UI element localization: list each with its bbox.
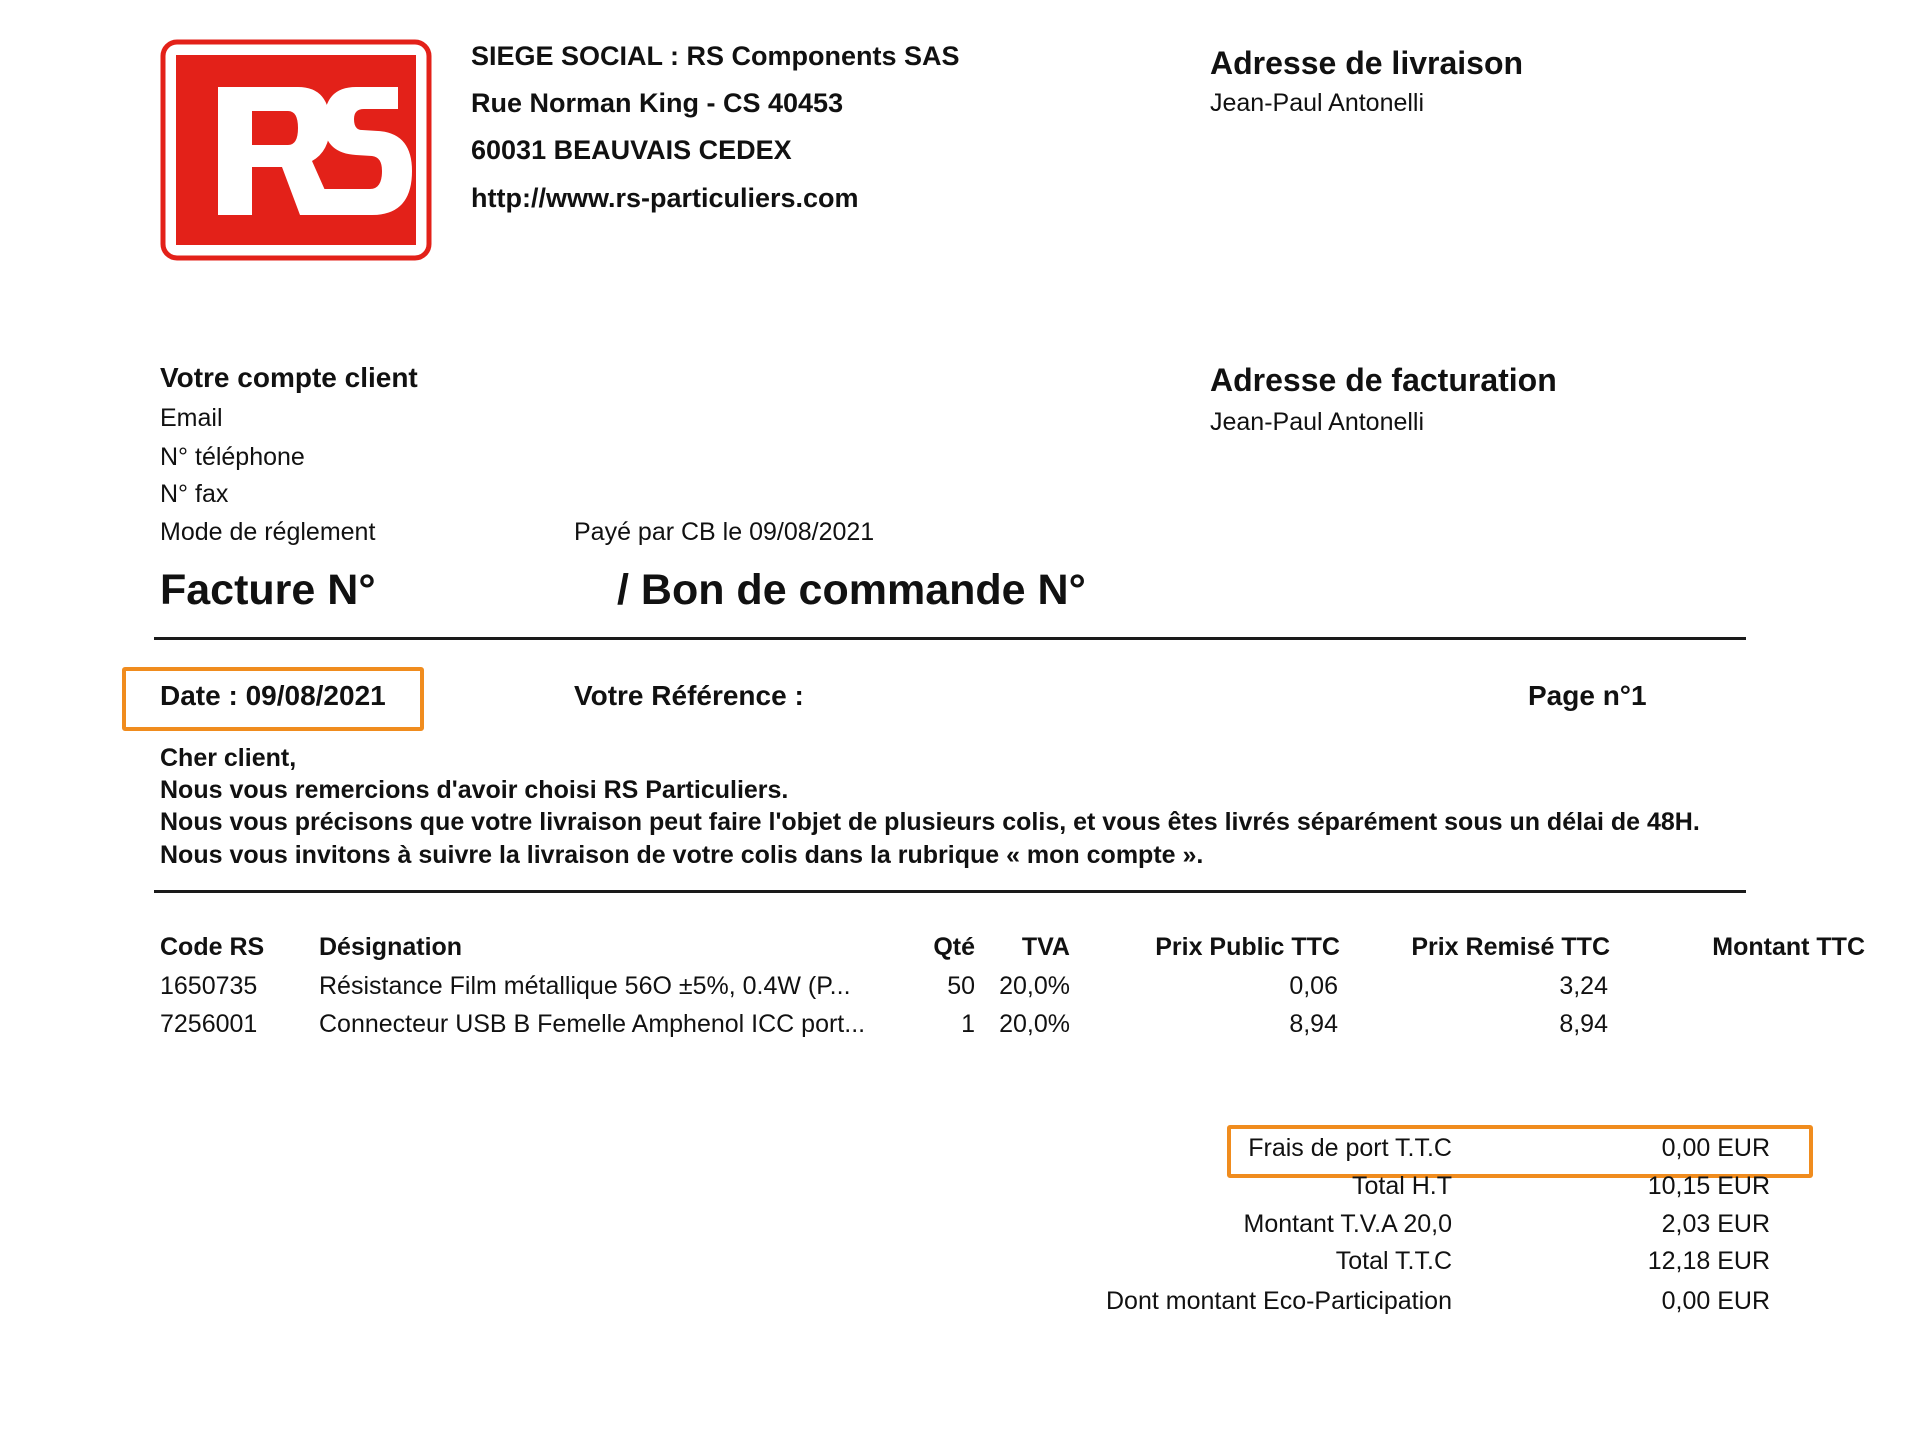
rs-logo — [160, 39, 432, 261]
vat-amount-value: 2,03 EUR — [1661, 1210, 1770, 1238]
payment-label: Mode de réglement — [160, 518, 376, 546]
payment-value: Payé par CB le 09/08/2021 — [574, 518, 875, 546]
fax-label: N° fax — [160, 480, 229, 508]
col-header-amount: Montant TTC — [1712, 933, 1865, 961]
col-header-discount-price: Prix Remisé TTC — [1411, 933, 1610, 961]
total-ttc-value: 12,18 EUR — [1647, 1247, 1770, 1275]
eco-participation-label: Dont montant Eco-Participation — [1105, 1287, 1452, 1315]
row-designation: Connecteur USB B Femelle Amphenol ICC port... — [319, 1010, 866, 1038]
page-number: Page n°1 — [1528, 680, 1647, 711]
letter-line-delivery: Nous vous précisons que votre livraison peut faire l'objet de plusieurs colis, et vous êtes livrés séparément sous un délai de 48H. — [160, 808, 1700, 836]
shipping-value: 0,00 EUR — [1661, 1134, 1770, 1162]
your-reference: Votre Référence : — [574, 680, 804, 711]
total-ht-label: Total H.T — [1351, 1172, 1452, 1200]
col-header-code: Code RS — [160, 933, 265, 961]
row-public-price: 8,94 — [1289, 1010, 1338, 1038]
divider-bottom — [154, 890, 1746, 893]
letter-line-thanks: Nous vous remercions d'avoir choisi RS Particuliers. — [160, 776, 789, 804]
company-website: http://www.rs-particuliers.com — [471, 183, 859, 213]
email-label: Email — [160, 404, 223, 432]
eco-participation-value: 0,00 EUR — [1661, 1287, 1770, 1315]
row-designation: Résistance Film métallique 56O ±5%, 0.4W (P... — [319, 972, 851, 1000]
row-qty: 1 — [961, 1010, 975, 1038]
col-header-vat: TVA — [1021, 933, 1070, 961]
account-title: Votre compte client — [160, 362, 418, 393]
row-public-price: 0,06 — [1289, 972, 1338, 1000]
invoice-number-label: Facture N° — [160, 566, 376, 614]
row-discount-price: 8,94 — [1559, 1010, 1608, 1038]
row-code: 7256001 — [160, 1010, 258, 1038]
order-number-label: / Bon de commande N° — [617, 566, 1086, 614]
vat-amount-label: Montant T.V.A 20,0 — [1243, 1210, 1452, 1238]
company-line-3: 60031 BEAUVAIS CEDEX — [471, 135, 792, 165]
row-qty: 50 — [947, 972, 975, 1000]
phone-label: N° téléphone — [160, 443, 305, 471]
total-ttc-label: Total T.T.C — [1335, 1247, 1452, 1275]
billing-address-name: Jean-Paul Antonelli — [1210, 408, 1425, 436]
divider-top — [154, 637, 1746, 640]
billing-address-title: Adresse de facturation — [1210, 362, 1557, 398]
row-code: 1650735 — [160, 972, 258, 1000]
invoice-date: Date : 09/08/2021 — [160, 680, 386, 711]
col-header-public-price: Prix Public TTC — [1155, 933, 1340, 961]
col-header-designation: Désignation — [319, 933, 463, 961]
total-ht-value: 10,15 EUR — [1647, 1172, 1770, 1200]
delivery-address-name: Jean-Paul Antonelli — [1210, 89, 1425, 117]
shipping-label: Frais de port T.T.C — [1248, 1134, 1452, 1162]
delivery-address-title: Adresse de livraison — [1210, 45, 1524, 81]
company-line-2: Rue Norman King - CS 40453 — [471, 88, 844, 118]
letter-greeting: Cher client, — [160, 744, 297, 772]
row-vat: 20,0% — [999, 1010, 1070, 1038]
letter-line-tracking: Nous vous invitons à suivre la livraison de votre colis dans la rubrique « mon compte ». — [160, 841, 1204, 869]
row-discount-price: 3,24 — [1559, 972, 1608, 1000]
col-header-qty: Qté — [933, 933, 975, 961]
company-line-1: SIEGE SOCIAL : RS Components SAS — [471, 41, 960, 71]
row-vat: 20,0% — [999, 972, 1070, 1000]
